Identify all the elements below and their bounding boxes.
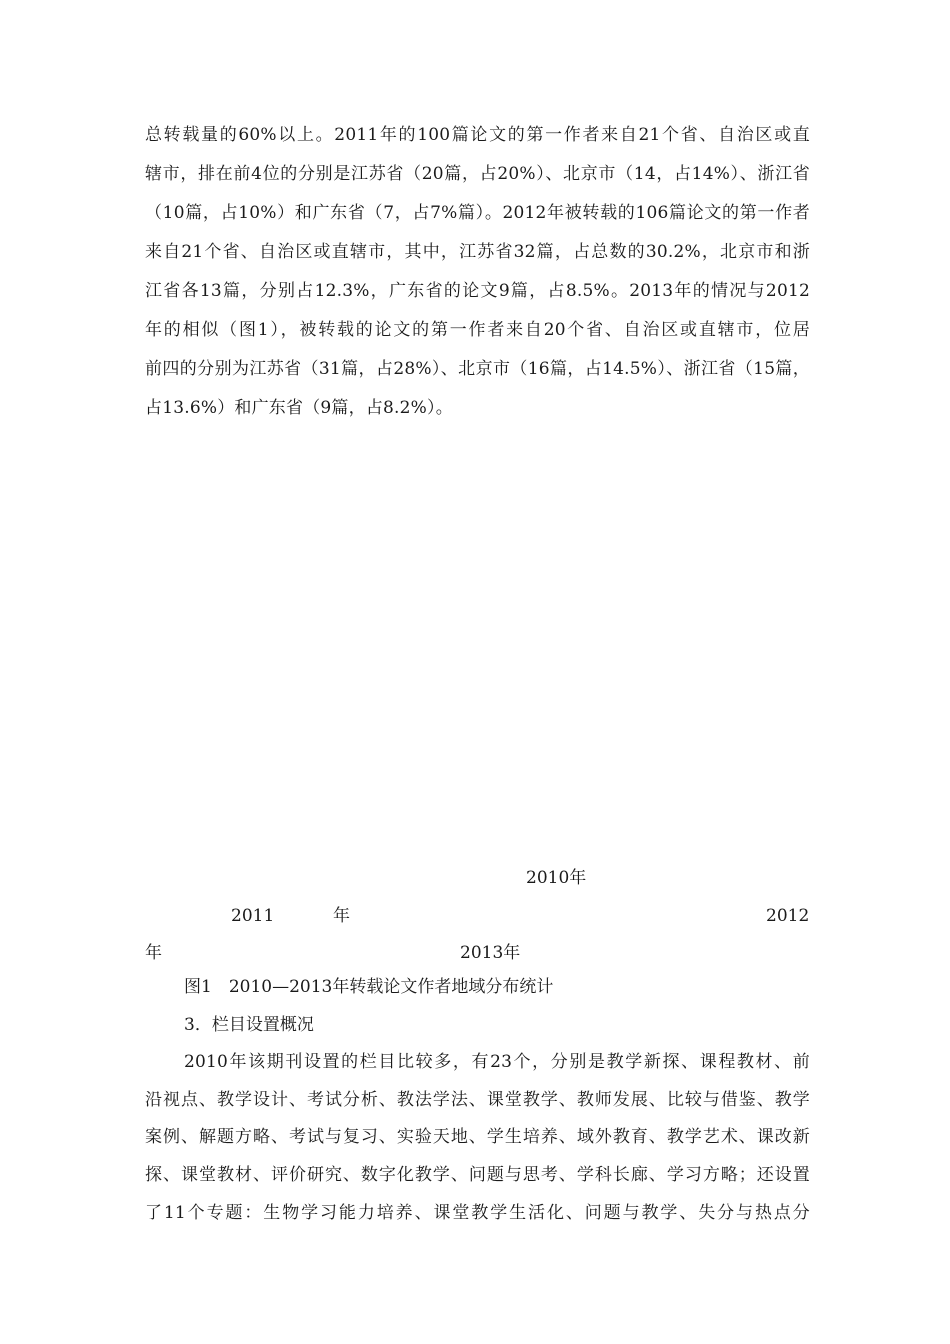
paragraph-line: 来自21个省、自治区或直辖市，其中，江苏省32篇，占总数的30.2%，北京市和浙: [145, 242, 810, 262]
paragraph-line: 江省各13篇，分别占12.3%，广东省的论文9篇，占8.5%。2013年的情况与2012: [145, 281, 810, 301]
paragraph-line: 总转载量的60%以上。2011年的100篇论文的第一作者来自21个省、自治区或直: [145, 125, 810, 145]
paragraph-line: 占13.6%）和广东省（9篇，占8.2%）。: [145, 398, 453, 418]
paragraph-line: 沿视点、教学设计、考试分析、教法学法、课堂教学、教师发展、比较与借鉴、教学: [145, 1090, 810, 1110]
figure-label-2012: 2012: [766, 906, 810, 926]
paragraph-line: 辖市，排在前4位的分别是江苏省（20篇，占20%）、北京市（14，占14%）、浙江省: [145, 164, 810, 184]
figure-label-2013: 2013年: [460, 943, 521, 963]
paragraph-line: 探、课堂教材、评价研究、数字化教学、问题与思考、学科长廊、学习方略；还设置: [145, 1165, 810, 1185]
figure-label-2011: 2011: [231, 906, 275, 926]
paragraph-line: 案例、解题方略、考试与复习、实验天地、学生培养、域外教育、教学艺术、课改新: [145, 1127, 810, 1147]
section-heading: 3．栏目设置概况: [184, 1015, 314, 1035]
figure-label-2010: 2010年: [526, 868, 587, 888]
paragraph-line: 2010年该期刊设置的栏目比较多，有23个，分别是教学新探、课程教材、前: [184, 1052, 810, 1072]
paragraph-line: 了11个专题：生物学习能力培养、课堂教学生活化、问题与教学、失分与热点分: [145, 1203, 810, 1223]
figure-label-2011-suffix: 年: [333, 906, 350, 926]
paragraph-line: 年的相似（图1），被转载的论文的第一作者来自20个省、自治区或直辖市，位居: [145, 320, 810, 340]
figure-label-2012-suffix: 年: [145, 943, 162, 963]
paragraph-line: （10篇，占10%）和广东省（7，占7%篇）。2012年被转载的106篇论文的第一作者: [145, 203, 810, 223]
paragraph-line: 前四的分别为江苏省（31篇，占28%）、北京市（16篇，占14.5%）、浙江省（15篇，: [145, 359, 810, 379]
figure-caption: 图1 2010—2013年转载论文作者地域分布统计: [184, 977, 554, 997]
